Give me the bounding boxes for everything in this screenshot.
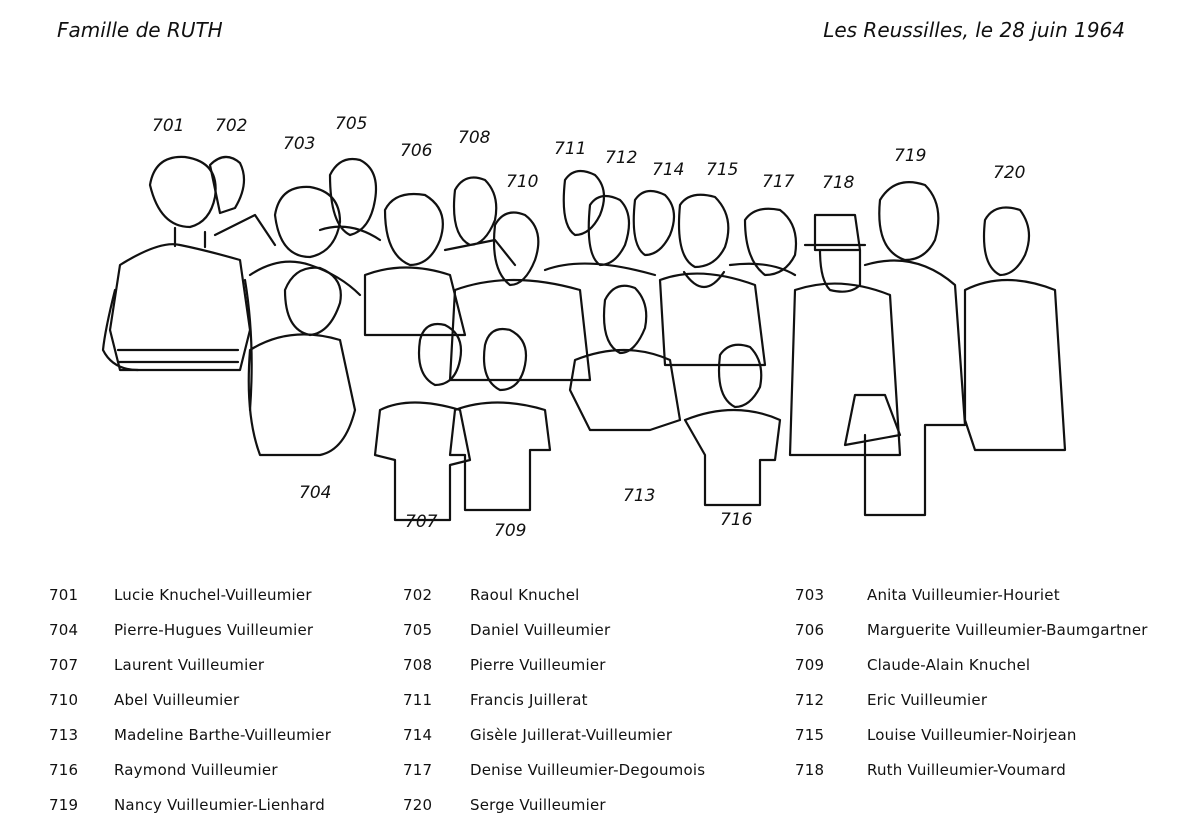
legend-number: 717: [403, 761, 433, 779]
legend-number: 712: [795, 691, 825, 709]
legend-name: Pierre-Hugues Vuilleumier: [114, 621, 314, 639]
legend-name: Marguerite Vuilleumier-Baumgartner: [867, 621, 1148, 639]
legend-number: 711: [403, 691, 433, 709]
legend-name: Ruth Vuilleumier-Voumard: [867, 761, 1066, 779]
legend-number: 706: [795, 621, 825, 639]
legend-number: 710: [49, 691, 79, 709]
label-717: 717: [762, 172, 795, 192]
label-709: 709: [494, 521, 527, 541]
label-710: 710: [506, 172, 539, 192]
legend-number: 720: [403, 796, 433, 814]
legend-number: 703: [795, 586, 825, 604]
legend-name: Madeline Barthe-Vuilleumier: [114, 726, 332, 744]
legend-name: Pierre Vuilleumier: [470, 656, 606, 674]
label-714: 714: [652, 160, 685, 180]
legend-name: Nancy Vuilleumier-Lienhard: [114, 796, 326, 814]
label-706: 706: [400, 141, 433, 161]
legend-number: 707: [49, 656, 79, 674]
label-705: 705: [335, 114, 368, 134]
label-711: 711: [554, 139, 587, 159]
label-719: 719: [894, 146, 927, 166]
legend-name: Serge Vuilleumier: [470, 796, 606, 814]
legend-number: 701: [49, 586, 79, 604]
legend-number: 718: [795, 761, 825, 779]
legend-name: Lucie Knuchel-Vuilleumier: [114, 586, 312, 604]
label-704: 704: [299, 483, 332, 503]
legend-name: Gisèle Juillerat-Vuilleumier: [470, 726, 673, 744]
legend-name: Raoul Knuchel: [470, 586, 580, 604]
legend-number: 716: [49, 761, 79, 779]
figure-outlines: [103, 157, 1065, 520]
legend-name: Francis Juillerat: [470, 691, 588, 709]
label-716: 716: [720, 510, 753, 530]
label-702: 702: [215, 116, 248, 136]
legend-number: 704: [49, 621, 79, 639]
label-712: 712: [605, 148, 638, 168]
legend-name: Anita Vuilleumier-Houriet: [867, 586, 1060, 604]
legend-number: 714: [403, 726, 433, 744]
place-and-date: Les Reussilles, le 28 juin 1964: [823, 18, 1125, 42]
label-708: 708: [458, 128, 491, 148]
document-title: Famille de RUTH: [57, 18, 223, 42]
legend-name: Daniel Vuilleumier: [470, 621, 611, 639]
label-707: 707: [405, 512, 438, 532]
legend-name: Denise Vuilleumier-Degoumois: [470, 761, 706, 779]
label-703: 703: [283, 134, 316, 154]
legend-number: 719: [49, 796, 79, 814]
legend-name: Louise Vuilleumier-Noirjean: [867, 726, 1077, 744]
legend-name: Claude-Alain Knuchel: [867, 656, 1031, 674]
legend-number: 708: [403, 656, 433, 674]
legend-name: Eric Vuilleumier: [867, 691, 988, 709]
legend-number: 709: [795, 656, 825, 674]
legend-number: 702: [403, 586, 433, 604]
label-720: 720: [993, 163, 1026, 183]
legend-number: 715: [795, 726, 825, 744]
legend-name: Laurent Vuilleumier: [114, 656, 265, 674]
legend-number: 713: [49, 726, 79, 744]
label-701: 701: [152, 116, 185, 136]
legend-number: 705: [403, 621, 433, 639]
legend-name: Abel Vuilleumier: [114, 691, 240, 709]
label-713: 713: [623, 486, 656, 506]
label-715: 715: [706, 160, 739, 180]
label-718: 718: [822, 173, 855, 193]
legend-name: Raymond Vuilleumier: [114, 761, 278, 779]
name-legend: [0, 580, 1181, 830]
